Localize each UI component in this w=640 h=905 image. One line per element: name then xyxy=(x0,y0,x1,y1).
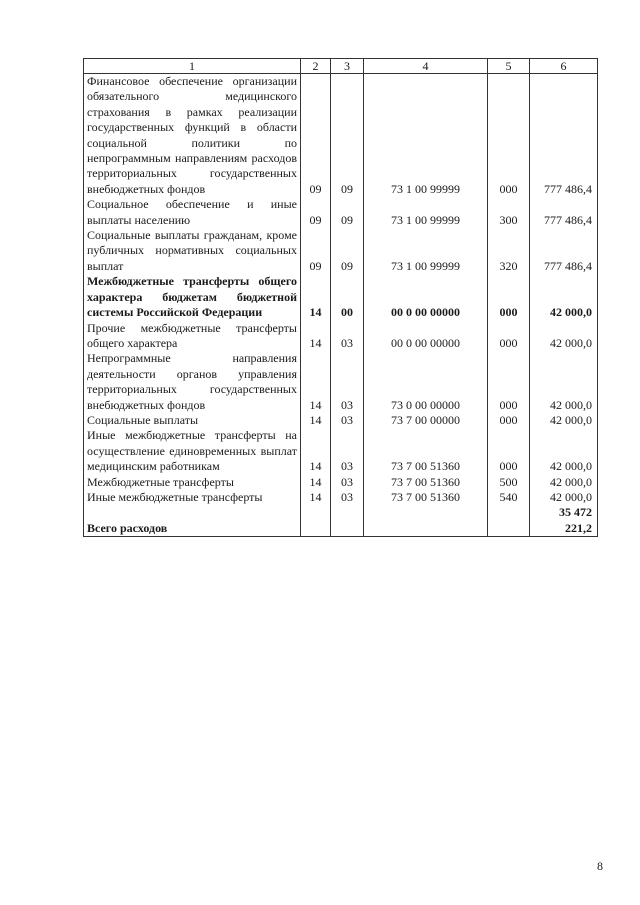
table-row xyxy=(84,351,598,413)
row-section: 09 xyxy=(301,228,331,274)
header-col-1: 1 xyxy=(84,59,301,74)
header-col-2: 2 xyxy=(301,59,331,74)
row-section: 14 xyxy=(301,490,331,505)
row-name: Социальное обеспечение и иные выплаты населению xyxy=(84,197,301,228)
row-expense-type: 000 xyxy=(488,321,530,352)
row-subsection: 09 xyxy=(331,197,364,228)
row-sum: 42 000,0 xyxy=(530,321,598,352)
row-sum: 777 486,4 xyxy=(530,74,598,198)
row-expense-type: 000 xyxy=(488,274,530,320)
row-expense-type: 000 xyxy=(488,74,530,198)
table-row xyxy=(84,197,598,228)
row-name: Финансовое обеспечение организации обязательного медицинского страхования в рамках реализации государственных функций в области социальной политики по непрограммным направлениям расходов территориальных государственных внебюджетных фондов xyxy=(84,74,301,198)
row-name: Межбюджетные трансферты xyxy=(84,475,301,490)
row-section: 09 xyxy=(301,197,331,228)
row-section: 09 xyxy=(301,74,331,198)
row-subsection: 03 xyxy=(331,413,364,428)
row-section: 14 xyxy=(301,413,331,428)
row-target-article: 73 7 00 51360 xyxy=(364,475,488,490)
row-sum: 42 000,0 xyxy=(530,351,598,413)
row-expense-type: 000 xyxy=(488,351,530,413)
row-target-article: 73 7 00 51360 xyxy=(364,490,488,505)
row-target-article: 73 1 00 99999 xyxy=(364,197,488,228)
table-row xyxy=(84,74,598,198)
row-target-article: 73 1 00 99999 xyxy=(364,74,488,198)
header-row xyxy=(84,59,598,74)
row-section: 14 xyxy=(301,274,331,320)
header-col-5: 5 xyxy=(488,59,530,74)
row-subsection: 03 xyxy=(331,321,364,352)
row-target-article: 73 7 00 51360 xyxy=(364,428,488,474)
row-expense-type: 000 xyxy=(488,428,530,474)
row-name: Социальные выплаты xyxy=(84,413,301,428)
row-section: 14 xyxy=(301,351,331,413)
table-row xyxy=(84,490,598,505)
row-expense-type: 500 xyxy=(488,475,530,490)
row-sum: 777 486,4 xyxy=(530,228,598,274)
table-row xyxy=(84,428,598,474)
row-subsection: 03 xyxy=(331,490,364,505)
row-section: 14 xyxy=(301,475,331,490)
row-name: Межбюджетные трансферты общего характера бюджетам бюджетной системы Российской Федерации xyxy=(84,274,301,320)
header-col-3: 3 xyxy=(331,59,364,74)
row-section: 14 xyxy=(301,428,331,474)
total-sum: 35 472 221,2 xyxy=(530,505,598,536)
row-target-article: 73 0 00 00000 xyxy=(364,351,488,413)
row-name: Прочие межбюджетные трансферты общего характера xyxy=(84,321,301,352)
total-empty-cell xyxy=(488,505,530,536)
row-sum: 777 486,4 xyxy=(530,197,598,228)
page-number: 8 xyxy=(597,859,603,873)
row-target-article: 00 0 00 00000 xyxy=(364,321,488,352)
row-target-article: 73 1 00 99999 xyxy=(364,228,488,274)
budget-table xyxy=(83,58,598,537)
row-sum: 42 000,0 xyxy=(530,428,598,474)
row-subsection: 09 xyxy=(331,74,364,198)
header-col-6: 6 xyxy=(530,59,598,74)
row-subsection: 00 xyxy=(331,274,364,320)
table-row xyxy=(84,413,598,428)
row-sum: 42 000,0 xyxy=(530,475,598,490)
total-row xyxy=(84,505,598,536)
row-sum: 42 000,0 xyxy=(530,490,598,505)
row-expense-type: 320 xyxy=(488,228,530,274)
row-subsection: 03 xyxy=(331,428,364,474)
table-row xyxy=(84,475,598,490)
row-subsection: 03 xyxy=(331,475,364,490)
total-empty-cell xyxy=(301,505,331,536)
row-expense-type: 300 xyxy=(488,197,530,228)
table-row-bold xyxy=(84,274,598,320)
row-target-article: 00 0 00 00000 xyxy=(364,274,488,320)
row-expense-type: 540 xyxy=(488,490,530,505)
row-expense-type: 000 xyxy=(488,413,530,428)
row-subsection: 09 xyxy=(331,228,364,274)
row-name: Иные межбюджетные трансферты xyxy=(84,490,301,505)
table-row xyxy=(84,321,598,352)
header-col-4: 4 xyxy=(364,59,488,74)
row-target-article: 73 7 00 00000 xyxy=(364,413,488,428)
total-empty-cell xyxy=(364,505,488,536)
table-row xyxy=(84,228,598,274)
row-sum: 42 000,0 xyxy=(530,274,598,320)
row-name: Иные межбюджетные трансферты на осуществление единовременных выплат медицинским работникам xyxy=(84,428,301,474)
total-label: Всего расходов xyxy=(84,505,301,536)
row-subsection: 03 xyxy=(331,351,364,413)
row-name: Социальные выплаты гражданам, кроме публичных нормативных социальных выплат xyxy=(84,228,301,274)
row-section: 14 xyxy=(301,321,331,352)
row-name: Непрограммные направления деятельности органов управления территориальных государственных внебюджетных фондов xyxy=(84,351,301,413)
total-empty-cell xyxy=(331,505,364,536)
row-sum: 42 000,0 xyxy=(530,413,598,428)
